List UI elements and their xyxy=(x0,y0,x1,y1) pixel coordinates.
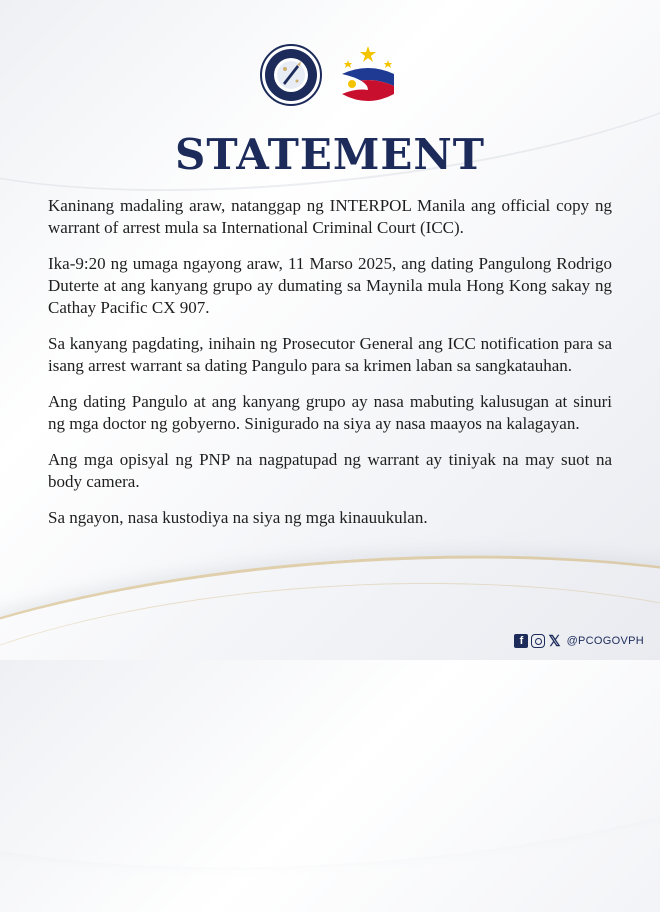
social-footer xyxy=(514,632,644,650)
statement-paragraph: Ang dating Pangulo at ang kanyang grupo ay nasa mabuting kalusugan at sinuri ng mga doctor ng gobyerno. Sinigurado na siya ay nasa maayos na kalagayan. xyxy=(48,392,612,433)
statement-paragraph: Ang mga opisyal ng PNP na nagpatupad ng warrant ay tiniyak na may suot na body camera. xyxy=(48,450,612,491)
social-handle: @PCOGOVPH xyxy=(566,635,644,647)
statement-paragraph: Sa kanyang pagdating, inihain ng Prosecutor General ang ICC notification para sa isang arrest warrant sa dating Pangulo para sa krimen laban sa sangkatauhan. xyxy=(48,334,612,375)
statement-paragraph: Sa ngayon, nasa kustodiya na siya ng mga kinauukulan. xyxy=(48,508,428,527)
facebook-icon[interactable]: f xyxy=(514,634,528,648)
statement-body xyxy=(48,195,612,543)
page-title: STATEMENT xyxy=(175,130,485,179)
x-icon[interactable]: 𝕏 xyxy=(548,633,561,650)
instagram-icon[interactable] xyxy=(531,634,545,648)
logo-row xyxy=(0,44,660,108)
pco-seal-logo xyxy=(260,44,322,106)
philippine-flag-emblem-logo xyxy=(336,44,400,108)
statement-paragraph: Kaninang madaling araw, natanggap ng INTERPOL Manila ang official copy ng warrant of arrest mula sa International Criminal Court (ICC). xyxy=(48,196,612,237)
statement-paragraph: Ika-9:20 ng umaga ngayong araw, 11 Marso 2025, ang dating Pangulong Rodrigo Duterte at ang kanyang grupo ay dumating sa Maynila mula Hong Kong sakay ng Cathay Pacific CX 907. xyxy=(48,254,612,317)
